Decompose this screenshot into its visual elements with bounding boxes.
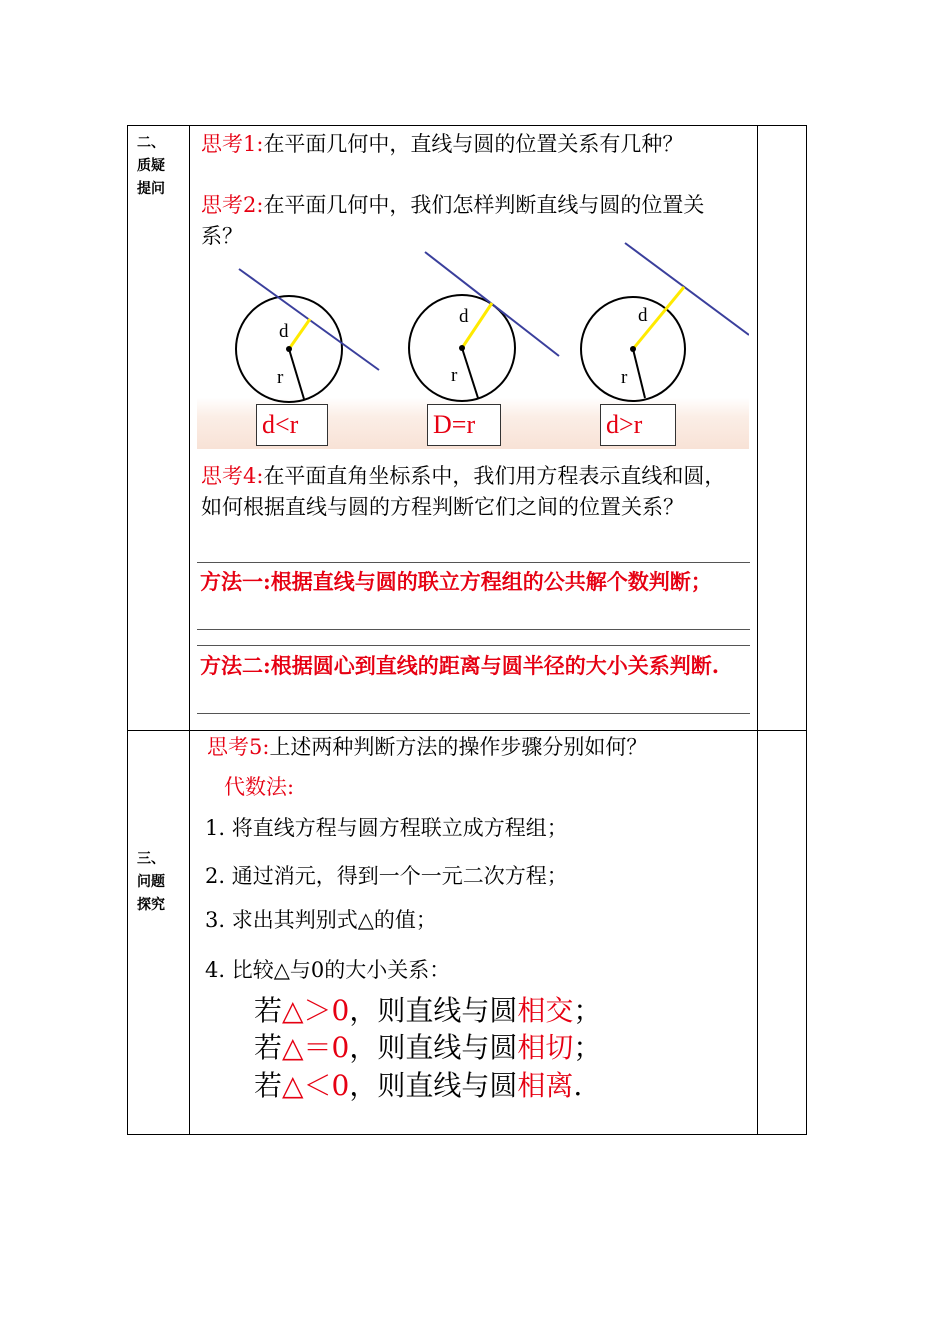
case-prefix: 若	[254, 1031, 283, 1064]
col-divider-1	[189, 126, 190, 1134]
question-2-prefix: 思考2:	[201, 193, 264, 217]
case-condition: △＝0	[282, 1031, 350, 1064]
row-divider	[128, 730, 806, 731]
case-separate	[254, 1067, 582, 1105]
line-circle-diagram	[197, 127, 749, 449]
question-5	[207, 732, 647, 762]
case-tangent	[254, 1029, 601, 1067]
question-2-text: 在平面几何中，我们怎样判断直线与圆的位置关系？	[201, 193, 705, 248]
slide-image-positions	[197, 127, 749, 449]
case-prefix: 若	[254, 1069, 283, 1102]
row2-label-line: 提问	[137, 181, 165, 197]
question-5-prefix: 思考5:	[207, 735, 270, 759]
case-middle: ，则直线与圆	[349, 994, 518, 1027]
col-divider-2	[757, 126, 758, 1134]
row3-label-line: 问题	[137, 874, 165, 890]
distance-d-1	[289, 319, 310, 349]
label-r-2: r	[451, 365, 458, 386]
label-d-3: d	[638, 305, 648, 326]
question-5-text: 上述两种判断方法的操作步骤分别如何？	[269, 735, 648, 759]
question-4	[201, 461, 746, 522]
row3-label	[137, 848, 177, 917]
algebra-method-title: 代数法:	[224, 775, 295, 799]
radius-r-3	[633, 349, 645, 398]
question-4-prefix: 思考4:	[201, 464, 264, 488]
method-rule	[197, 562, 750, 563]
case-end: ；	[573, 1031, 602, 1064]
center-2	[459, 345, 465, 351]
case-result: 相切	[517, 1031, 574, 1064]
question-1-prefix: 思考1:	[201, 132, 264, 156]
row3-label-line: 探究	[137, 897, 165, 913]
relation-box-greater: d>r	[600, 404, 676, 446]
center-3	[630, 346, 636, 352]
case-prefix: 若	[254, 994, 283, 1027]
relation-box-equal: D=r	[427, 404, 501, 446]
radius-r-2	[462, 348, 478, 398]
case-end: ；	[573, 994, 602, 1027]
relation-box-less: d<r	[256, 404, 328, 446]
case-intersect	[254, 992, 601, 1030]
row2-label-line: 质疑	[137, 158, 165, 174]
method-1: 方法一:根据直线与圆的联立方程组的公共解个数判断；	[200, 569, 712, 594]
case-result: 相离	[517, 1069, 574, 1102]
case-end: .	[573, 1069, 583, 1102]
center-1	[286, 346, 292, 352]
row3-label-line: 三、	[137, 851, 165, 867]
question-4-text: 在平面直角坐标系中，我们用方程表示直线和圆，如何根据直线与圆的方程判断它们之间的位置关系？	[201, 464, 726, 519]
row2-label-line: 二、	[137, 135, 165, 151]
radius-r-1	[289, 349, 304, 399]
case-middle: ，则直线与圆	[349, 1069, 518, 1102]
method-rule	[197, 713, 750, 714]
step-2: 2. 通过消元，得到一个一元二次方程；	[205, 864, 568, 888]
label-d-1: d	[279, 321, 289, 342]
step-4: 4. 比较△与0的大小关系：	[205, 958, 451, 982]
label-d-2: d	[459, 306, 469, 327]
case-middle: ，则直线与圆	[349, 1031, 518, 1064]
method-rule	[197, 629, 750, 630]
case-condition: △＞0	[282, 994, 350, 1027]
label-r-1: r	[277, 367, 284, 388]
label-r-3: r	[621, 367, 628, 388]
row2-label	[137, 132, 177, 201]
step-3: 3. 求出其判别式△的值；	[205, 908, 437, 932]
case-condition: △＜0	[282, 1069, 350, 1102]
step-1: 1. 将直线方程与圆方程联立成方程组；	[205, 816, 568, 840]
method-rule	[197, 645, 750, 646]
case-result: 相交	[517, 994, 574, 1027]
question-1-text: 在平面几何中，直线与圆的位置关系有几种？	[263, 132, 684, 156]
method-2: 方法二:根据圆心到直线的距离与圆半径的大小关系判断.	[200, 653, 720, 678]
